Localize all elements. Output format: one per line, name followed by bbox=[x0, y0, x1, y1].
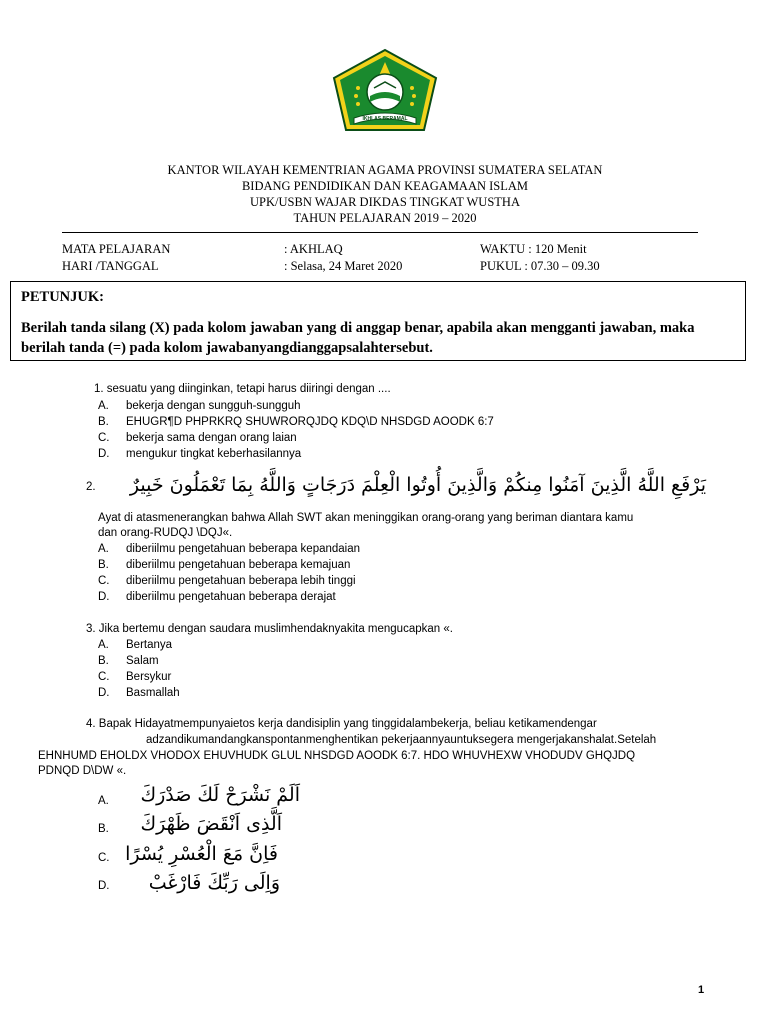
header-line-2: BIDANG PENDIDIKAN DAN KEAGAMAAN ISLAM bbox=[241, 179, 529, 193]
header-line-3: UPK/USBN WAJAR DIKDAS TINGKAT WUSTHA bbox=[250, 195, 520, 209]
pukul: PUKUL : 07.30 – 09.30 bbox=[480, 259, 600, 273]
header-divider bbox=[62, 232, 698, 233]
question-3: 3. Jika bertemu dengan saudara muslimhendaknyakita mengucapkan «. bbox=[86, 623, 453, 635]
header-line-4: TAHUN PELAJARAN 2019 – 2020 bbox=[293, 211, 477, 225]
question-4-text-2: adzandikumandangkanspontanmenghentikan pekerjaannyauntuksegera mengerjakanshalat.Setelah bbox=[146, 734, 657, 746]
question-4-text-1: 4. Bapak Hidayatmempunyaietos kerja dandisiplin yang tinggidalambekerja, beliau ketikamendengar bbox=[86, 718, 597, 730]
kemenag-logo-icon bbox=[332, 48, 438, 132]
mapel-value: : AKHLAQ bbox=[284, 242, 343, 256]
logo-banner-text: IKHLAS BERAMAL bbox=[362, 116, 408, 122]
q4-option-c-arabic: فَاِنَّ مَعَ الْعُسْرِ يُسْرًا bbox=[125, 843, 278, 865]
question-2-text-1: Ayat di atasmenerangkan bahwa Allah SWT akan meninggikan orang-orang yang beriman diantara kamu bbox=[98, 512, 634, 524]
question-4-text-4: PDNQD D\DW «. bbox=[38, 765, 127, 777]
q4-option-b[interactable]: B. bbox=[98, 823, 109, 835]
exam-header bbox=[60, 162, 710, 226]
hari-value: : Selasa, 24 Maret 2020 bbox=[284, 259, 403, 273]
exam-meta bbox=[62, 242, 702, 276]
q4-option-c[interactable]: C. bbox=[98, 852, 110, 864]
question-2-arabic-verse: يَرْفَعِ اللَّهُ الَّذِينَ آمَنُوا مِنكُمْ وَالَّذِينَ أُوتُوا الْعِلْمَ دَرَجَاتٍ وَاللَّهُ بِمَا تَعْمَلُونَ خَبِيرٌ bbox=[129, 474, 706, 496]
petunjuk-title: PETUNJUK: bbox=[21, 289, 104, 305]
exam-page: IKHLAS BERAMAL KANTOR WILAYAH KEMENTRIAN AGAMA PROVINSI SUMATERA SELATAN BIDANG PENDIDIKAN DAN KEAGAMAAN ISLAM UPK/USBN WAJAR DIKDAS TINGKAT WUSTHA TAHUN PELAJARAN 2019 – 2020 MATA PELAJARAN : AKHLAQ WAKTU : 120 Menit HARI /TANGGAL : Selasa, 24 Maret 2020 PUKUL : 07.30 – 09.30 PETUNJUK: Berilah tanda silang (X) pada kolom jawaban yang di anggap benar, apabila akan mengganti jawaban, maka berilah tanda (=) pada kolom jawabanyangdianggapsalahtersebut. 1. sesuatu yang diinginkan, tetapi harus diiringi dengan .... A. bekerja dengan sungguh-sungguh B. EHUGR¶D PHPRKRQ SHUWRORQJDQ KDQ\D NHSDGD AOODK 6:7 C. bekerja sama dengan orang laian D. mengukur tingkat keberhasilannya 2. يَرْفَعِ اللَّهُ الَّذِينَ آمَنُوا مِنكُمْ وَالَّذِينَ أُوتُوا الْعِلْمَ دَرَجَاتٍ وَاللَّهُ بِمَا تَعْمَلُونَ خَبِيرٌ Ayat di atasmenerangkan bahwa Allah SWT akan meninggikan orang-orang yang beriman diantara kamu dan orang-RUDQJ \DQJ«. A. diberiilmu pengetahuan beberapa kepandaian B. diberiilmu pengetahuan beberapa kemajuan C. diberiilmu pengetahuan beberapa lebih tinggi D. diberiilmu pengetahuan beberapa derajat 3. Jika bertemu dengan saudara muslimhendaknyakita mengucapkan «. A. Bertanya B. Salam C. Bersykur D. Basmallah 4. Bapak Hidayatmempunyaietos kerja dandisiplin yang tinggidalambekerja, beliau ketikamendengar adzandikumandangkanspontanmenghentikan pekerjaannyauntuksegera mengerjakanshalat.Setelah EHNHUMD EHOLDX VHODOX EHUVHUDK GLUL NHSDGD AOODK 6:7. HDO WHUVHEXW VHODUDV GHQJDQ PDNQD D\DW «. A. اَلَمْ نَشْرَحْ لَكَ صَدْرَكَ B. اَلَّذِى اَنْقَضَ ظَهْرَكَ C. فَاِنَّ مَعَ الْعُسْرِ يُسْرًا D. وَاِلَى رَبِّكَ فَارْغَبْ 1 bbox=[0, 0, 768, 1024]
header-line-1: KANTOR WILAYAH KEMENTRIAN AGAMA PROVINSI SUMATERA SELATAN bbox=[167, 163, 603, 177]
q4-option-b-arabic: اَلَّذِى اَنْقَضَ ظَهْرَكَ bbox=[140, 813, 282, 835]
question-2-text-2: dan orang-RUDQJ \DQJ«. bbox=[98, 527, 233, 539]
q4-option-d-arabic: وَاِلَى رَبِّكَ فَارْغَبْ bbox=[148, 872, 280, 894]
question-1: 1. sesuatu yang diinginkan, tetapi harus diiringi dengan .... bbox=[94, 383, 391, 395]
q4-option-a-arabic: اَلَمْ نَشْرَحْ لَكَ صَدْرَكَ bbox=[140, 784, 300, 806]
question-4-text-3: EHNHUMD EHOLDX VHODOX EHUVHUDK GLUL NHSDGD AOODK 6:7. HDO WHUVHEXW VHODUDV GHQJDQ bbox=[38, 750, 636, 762]
q4-option-d[interactable]: D. bbox=[98, 880, 110, 892]
q4-option-a[interactable]: A. bbox=[98, 795, 109, 807]
petunjuk-body: Berilah tanda silang (X) pada kolom jawaban yang di anggap benar, apabila akan mengganti jawaban, maka berilah tanda (=) pada kolom jawabanyangdianggapsalahtersebut. bbox=[21, 320, 695, 356]
page-number: 1 bbox=[698, 984, 705, 996]
hari-label: HARI /TANGGAL bbox=[62, 259, 159, 273]
waktu: WAKTU : 120 Menit bbox=[480, 242, 587, 256]
question-2-number: 2. bbox=[86, 481, 96, 493]
petunjuk-box bbox=[10, 281, 746, 361]
mapel-label: MATA PELAJARAN bbox=[62, 242, 171, 256]
